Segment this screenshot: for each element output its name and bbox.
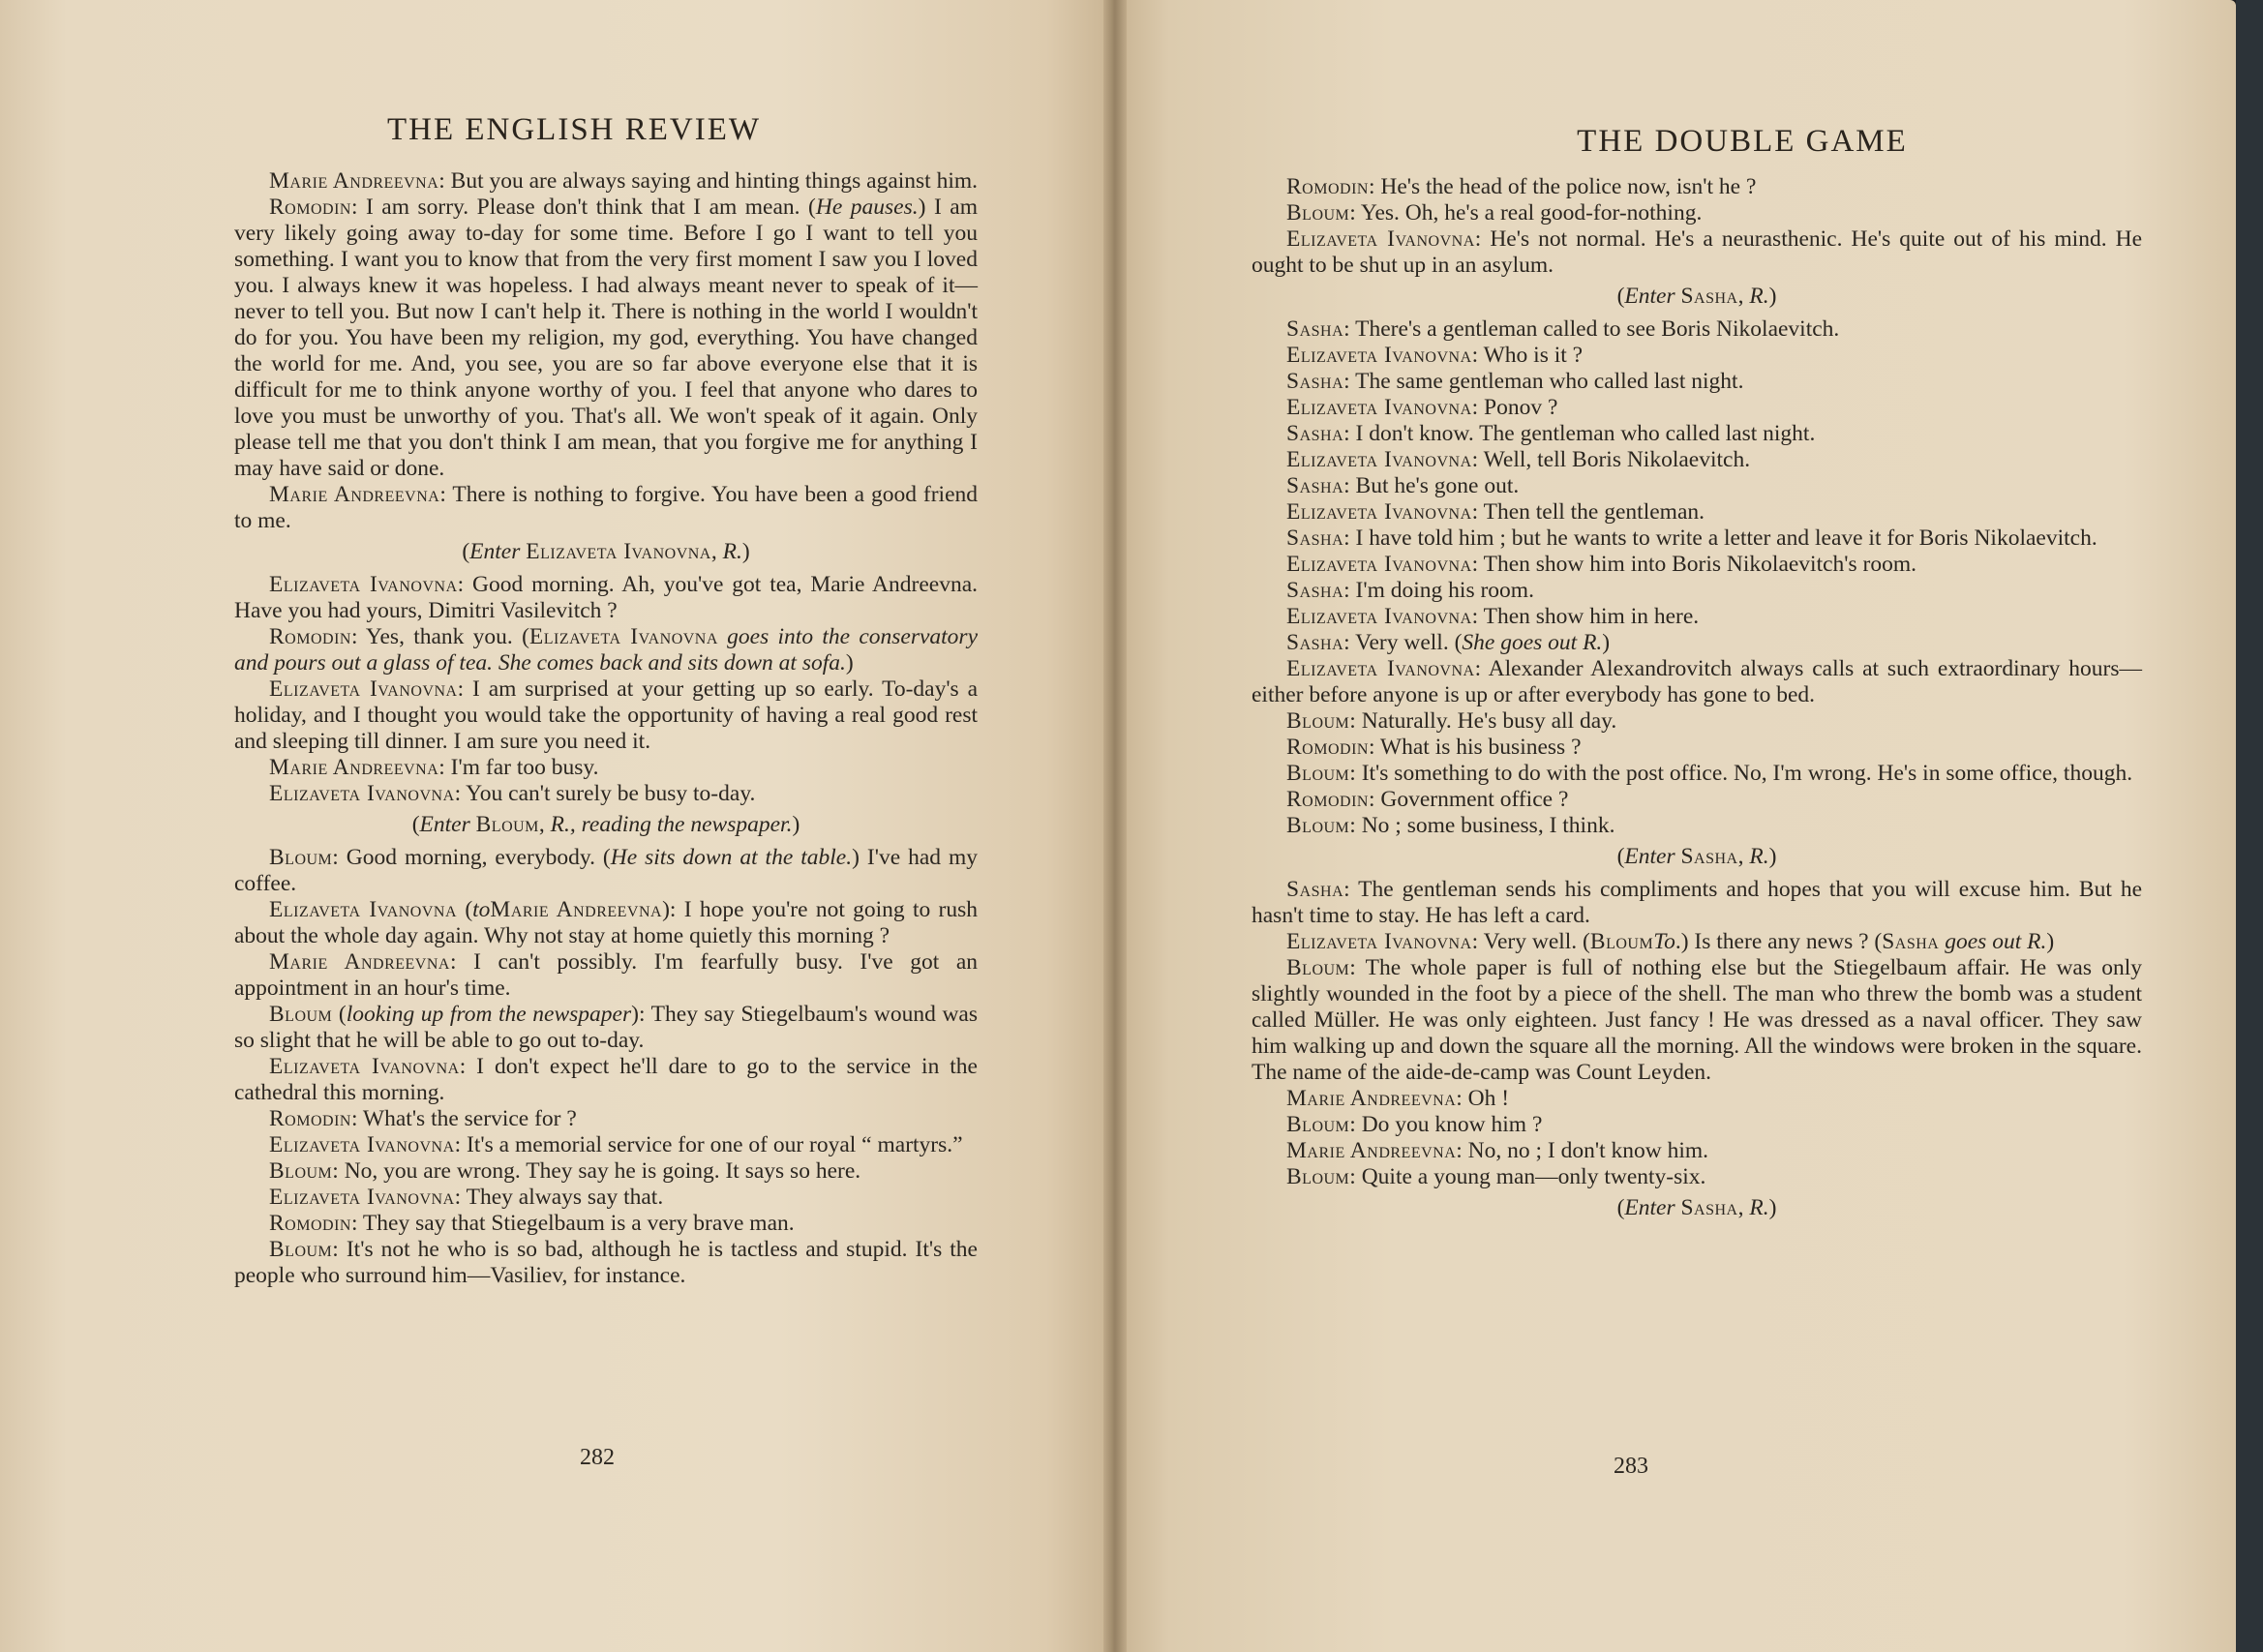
- dialogue-text: (: [457, 897, 473, 922]
- italic-text: R.: [1749, 284, 1769, 309]
- italic-text: looking up from the newspaper: [346, 1002, 632, 1027]
- dialogue-paragraph: [1252, 955, 2142, 1086]
- italic-text: Enter: [1624, 284, 1675, 309]
- dialogue-paragraph: [1252, 343, 2142, 369]
- speaker-name: Elizaveta Ivanovna: [1286, 343, 1472, 368]
- book-edge-right: [2236, 0, 2263, 1652]
- speaker-name: Bloum: [475, 812, 539, 837]
- dialogue-paragraph: [1252, 877, 2142, 929]
- dialogue-text: : Good morning, everybody. (: [332, 845, 611, 870]
- dialogue-paragraph: [234, 845, 978, 897]
- speaker-name: Bloum: [269, 845, 333, 870]
- dialogue-paragraph: [234, 1106, 978, 1132]
- speaker-name: Bloum: [1286, 200, 1350, 225]
- italic-text: Enter: [419, 812, 470, 837]
- speaker-name: Elizaveta Ivanovna: [1286, 226, 1475, 252]
- page-number-left: 282: [580, 1445, 615, 1470]
- dialogue-paragraph: [1252, 200, 2142, 226]
- dialogue-paragraph: [1252, 787, 2142, 813]
- italic-text: He pauses.: [815, 195, 919, 220]
- dialogue-text: : But he's gone out.: [1343, 473, 1520, 498]
- dialogue-paragraph: [234, 624, 978, 676]
- dialogue-text: ): [1768, 284, 1777, 309]
- speaker-name: Sasha: [1286, 630, 1344, 655]
- speaker-name: Marie Andreevna: [269, 168, 439, 194]
- dialogue-text: : Who is it ?: [1471, 343, 1584, 368]
- dialogue-text: : Quite a young man—only twenty-six.: [1349, 1164, 1706, 1189]
- dialogue-paragraph: [234, 168, 978, 195]
- speaker-name: Sasha: [1680, 284, 1738, 309]
- italic-text: Enter: [469, 539, 521, 564]
- dialogue-text: : Government office ?: [1368, 787, 1569, 812]
- speaker-name: Bloum: [1286, 955, 1350, 980]
- stage-direction: [1252, 284, 2142, 310]
- speaker-name: Romodin: [1286, 787, 1369, 812]
- dialogue-paragraph: [234, 1054, 978, 1106]
- speaker-name: Elizaveta Ivanovna: [1286, 929, 1472, 954]
- dialogue-paragraph: [1252, 395, 2142, 421]
- speaker-name: Marie Andreevna: [490, 897, 663, 922]
- dialogue-text: : Very well. (: [1471, 929, 1590, 954]
- dialogue-text: : I don't expect he'll dare to go to the service in the cathedral this morning.: [234, 1054, 978, 1105]
- dialogue-text: : Oh !: [1456, 1086, 1510, 1111]
- dialogue-paragraph: [1252, 630, 2142, 656]
- speaker-name: Elizaveta Ivanovna: [269, 1132, 455, 1157]
- dialogue-text: : What is his business ?: [1368, 735, 1582, 760]
- dialogue-text: ,: [1737, 1195, 1750, 1220]
- dialogue-text: : They always say that.: [454, 1185, 664, 1210]
- speaker-name: Marie Andreevna: [1286, 1138, 1457, 1163]
- dialogue-paragraph: [1252, 499, 2142, 526]
- dialogue-paragraph: [1252, 708, 2142, 735]
- dialogue-paragraph: [234, 1158, 978, 1185]
- speaker-name: Bloum: [269, 1002, 333, 1027]
- dialogue-paragraph: [234, 572, 978, 624]
- dialogue-paragraph: [1252, 656, 2142, 708]
- dialogue-text: (: [1616, 844, 1625, 869]
- italic-text: goes out R.: [1939, 929, 2047, 954]
- speaker-name: Bloum: [1286, 708, 1350, 734]
- dialogue-paragraph: [1252, 174, 2142, 200]
- dialogue-paragraph: [234, 897, 978, 949]
- dialogue-paragraph: [1252, 604, 2142, 630]
- dialogue-paragraph: [234, 1237, 978, 1289]
- dialogue-paragraph: [234, 1002, 978, 1054]
- dialogue-text: ): [1602, 630, 1611, 655]
- dialogue-text: : There is nothing to forgive. You have been a good friend to me.: [234, 482, 979, 533]
- speaker-name: Romodin: [269, 624, 351, 649]
- italic-text: Enter: [1624, 844, 1675, 869]
- dialogue-text: ,: [1737, 284, 1750, 309]
- dialogue-text: : The same gentleman who called last night.: [1343, 369, 1744, 394]
- dialogue-paragraph: [1252, 1086, 2142, 1112]
- italic-text: goes into the conservatory and pours out a glass of tea. She comes back and sits down at sofa.: [234, 624, 979, 676]
- dialogue-text: : Then show him in here.: [1471, 604, 1700, 629]
- speaker-name: Romodin: [269, 195, 351, 220]
- dialogue-text: : I don't know. The gentleman who called last night.: [1343, 421, 1816, 446]
- dialogue-paragraph: [1252, 1138, 2142, 1164]
- dialogue-text: : Very well. (: [1343, 630, 1463, 655]
- speaker-name: Elizaveta Ivanovna: [269, 1054, 460, 1079]
- stage-direction: [1252, 844, 2142, 870]
- book-gutter: [1103, 0, 1127, 1652]
- dialogue-text: (: [411, 812, 420, 837]
- dialogue-text: .) Is there any news ? (: [1675, 929, 1883, 954]
- left-page-text: [234, 168, 978, 1289]
- dialogue-paragraph: [234, 949, 978, 1002]
- dialogue-text: ): [2046, 929, 2055, 954]
- dialogue-text: : There's a gentleman called to see Boris Nikolaevitch.: [1343, 316, 1840, 342]
- dialogue-text: : Ponov ?: [1471, 395, 1558, 420]
- dialogue-paragraph: [234, 1211, 978, 1237]
- speaker-name: Sasha: [1286, 877, 1344, 902]
- speaker-name: Sasha: [1286, 526, 1344, 551]
- speaker-name: Bloum: [1286, 761, 1350, 786]
- speaker-name: Elizaveta Ivanovna: [1286, 552, 1472, 577]
- dialogue-paragraph: [1252, 929, 2142, 955]
- speaker-name: Sasha: [1286, 578, 1344, 603]
- dialogue-paragraph: [1252, 473, 2142, 499]
- dialogue-text: : But you are always saying and hinting things against him.: [438, 168, 979, 194]
- speaker-name: Sasha: [1286, 369, 1344, 394]
- dialogue-text: : They say that Stiegelbaum is a very brave man.: [350, 1211, 795, 1236]
- dialogue-paragraph: [1252, 552, 2142, 578]
- italic-text: to: [472, 897, 491, 922]
- speaker-name: Sasha: [1286, 473, 1344, 498]
- italic-text: R.: [1749, 1195, 1769, 1220]
- left-page: [0, 0, 1113, 1652]
- speaker-name: Sasha: [1680, 1195, 1738, 1220]
- dialogue-text: : I'm doing his room.: [1343, 578, 1534, 603]
- speaker-name: Romodin: [269, 1211, 351, 1236]
- dialogue-paragraph: [1252, 421, 2142, 447]
- dialogue-text: (: [1616, 284, 1625, 309]
- dialogue-paragraph: [1252, 1164, 2142, 1190]
- speaker-name: Marie Andreevna: [269, 482, 440, 507]
- speaker-name: Bloum: [269, 1237, 333, 1262]
- dialogue-text: : I have told him ; but he wants to write a letter and leave it for Boris Nikolaevitch.: [1343, 526, 2097, 551]
- dialogue-text: : Do you know him ?: [1349, 1112, 1543, 1137]
- speaker-name: Elizaveta Ivanovna: [1286, 395, 1472, 420]
- speaker-name: Marie Andreevna: [1286, 1086, 1457, 1111]
- dialogue-text: ,: [710, 539, 723, 564]
- right-page: [1113, 0, 2236, 1652]
- dialogue-paragraph: [1252, 761, 2142, 787]
- speaker-name: Elizaveta Ivanovna: [1286, 656, 1475, 681]
- speaker-name: Bloum: [269, 1158, 333, 1184]
- dialogue-paragraph: [234, 195, 978, 482]
- speaker-name: Sasha: [1680, 844, 1738, 869]
- dialogue-text: (: [462, 539, 470, 564]
- dialogue-text: : I am surprised at your getting up so early. To-day's a holiday, and I thought you would take the opportunity of having a real good rest and sleeping till dinner. I am sure you need it.: [234, 676, 978, 754]
- dialogue-paragraph: [1252, 1112, 2142, 1138]
- dialogue-paragraph: [234, 781, 978, 807]
- dialogue-text: : No, no ; I don't know him.: [1456, 1138, 1709, 1163]
- dialogue-paragraph: [234, 1132, 978, 1158]
- dialogue-paragraph: [1252, 447, 2142, 473]
- dialogue-text: : Yes, thank you. (: [350, 624, 529, 649]
- dialogue-text: : Alexander Alexandrovitch always calls at such extraordinary hours—either before anyone is up or after everybody has gone to bed.: [1252, 656, 2142, 707]
- dialogue-text: : He's the head of the police now, isn't he ?: [1368, 174, 1757, 199]
- italic-text: R., reading the newspaper.: [550, 812, 793, 837]
- running-head-left: THE ENGLISH REVIEW: [386, 112, 762, 147]
- right-page-text: [1252, 174, 2142, 1228]
- dialogue-paragraph: [234, 1185, 978, 1211]
- speaker-name: Romodin: [1286, 174, 1369, 199]
- dialogue-text: : Then show him into Boris Nikolaevitch's room.: [1471, 552, 1917, 577]
- speaker-name: Elizaveta Ivanovna: [269, 781, 455, 806]
- dialogue-paragraph: [1252, 316, 2142, 343]
- dialogue-text: : It's a memorial service for one of our royal “ martyrs.”: [454, 1132, 963, 1157]
- dialogue-text: : It's something to do with the post office. No, I'm wrong. He's in some office, though.: [1349, 761, 2133, 786]
- dialogue-text: : No, you are wrong. They say he is going. It says so here.: [332, 1158, 861, 1184]
- speaker-name: Elizaveta Ivanovna: [269, 1185, 455, 1210]
- speaker-name: Sasha: [1286, 421, 1344, 446]
- dialogue-text: ): I hope you're not going to rush about the whole day again. Why not stay at home quietly this morning ?: [234, 897, 978, 948]
- italic-text: Enter: [1624, 1195, 1675, 1220]
- dialogue-text: : It's not he who is so bad, although he is tactless and stupid. It's the people who surround him—Vasiliev, for instance.: [234, 1237, 978, 1288]
- dialogue-text: ,: [538, 812, 551, 837]
- speaker-name: Bloum: [1589, 929, 1654, 954]
- dialogue-paragraph: [234, 676, 978, 755]
- dialogue-paragraph: [234, 482, 978, 534]
- dialogue-text: ) I've had my coffee.: [234, 845, 978, 896]
- dialogue-text: : He's not normal. He's a neurasthenic. He's quite out of his mind. He ought to be shut up in an asylum.: [1252, 226, 2142, 278]
- dialogue-text: : I am sorry. Please don't think that I am mean. (: [350, 195, 816, 220]
- dialogue-text: : You can't surely be busy to-day.: [454, 781, 756, 806]
- dialogue-text: ): [792, 812, 800, 837]
- dialogue-text: : I'm far too busy.: [438, 755, 599, 780]
- speaker-name: Romodin: [1286, 735, 1369, 760]
- speaker-name: Elizaveta Ivanovna: [269, 897, 458, 922]
- dialogue-paragraph: [1252, 226, 2142, 279]
- speaker-name: Bloum: [1286, 1112, 1350, 1137]
- dialogue-paragraph: [1252, 578, 2142, 604]
- italic-text: She goes out R.: [1462, 630, 1603, 655]
- dialogue-text: : Then tell the gentleman.: [1471, 499, 1705, 525]
- speaker-name: Elizaveta Ivanovna: [1286, 604, 1472, 629]
- speaker-name: Bloum: [1286, 1164, 1350, 1189]
- dialogue-text: : Good morning. Ah, you've got tea, Marie Andreevna. Have you had yours, Dimitri Vasilevitch ?: [234, 572, 979, 623]
- italic-text: R.: [722, 539, 742, 564]
- speaker-name: Marie Andreevna: [269, 755, 439, 780]
- speaker-name: Sasha: [1286, 316, 1344, 342]
- speaker-name: Elizaveta Ivanovna: [528, 624, 718, 649]
- dialogue-text: : I can't possibly. I'm fearfully busy. I've got an appointment in an hour's time.: [234, 949, 978, 1001]
- speaker-name: Elizaveta Ivanovna: [269, 572, 458, 597]
- dialogue-text: : The gentleman sends his compliments and hopes that you will excuse him. But he hasn't time to stay. He has left a card.: [1252, 877, 2142, 928]
- italic-text: To: [1653, 929, 1675, 954]
- speaker-name: Elizaveta Ivanovna: [526, 539, 711, 564]
- dialogue-paragraph: [1252, 735, 2142, 761]
- stage-direction: [234, 812, 978, 838]
- dialogue-text: ): They say Stiegelbaum's wound was so slight that he will be able to go out to-day.: [234, 1002, 979, 1053]
- dialogue-text: : Naturally. He's busy all day.: [1349, 708, 1617, 734]
- dialogue-text: : Yes. Oh, he's a real good-for-nothing.: [1349, 200, 1703, 225]
- dialogue-text: (: [1616, 1195, 1625, 1220]
- italic-text: He sits down at the table.: [610, 845, 853, 870]
- speaker-name: Elizaveta Ivanovna: [1286, 447, 1472, 472]
- dialogue-text: ): [741, 539, 750, 564]
- dialogue-paragraph: [234, 755, 978, 781]
- speaker-name: Romodin: [269, 1106, 351, 1131]
- running-head-right: THE DOUBLE GAME: [1577, 124, 1908, 159]
- dialogue-text: ): [1768, 844, 1777, 869]
- stage-direction: [234, 539, 978, 565]
- dialogue-text: : Well, tell Boris Nikolaevitch.: [1471, 447, 1751, 472]
- speaker-name: Bloum: [1286, 813, 1350, 838]
- italic-text: R.: [1749, 844, 1769, 869]
- dialogue-text: (: [332, 1002, 347, 1027]
- dialogue-text: ): [845, 650, 854, 676]
- dialogue-paragraph: [1252, 369, 2142, 395]
- speaker-name: Sasha: [1882, 929, 1940, 954]
- dialogue-paragraph: [1252, 813, 2142, 839]
- page-number-right: 283: [1614, 1454, 1648, 1479]
- stage-direction: [1252, 1195, 2142, 1221]
- dialogue-text: : No ; some business, I think.: [1349, 813, 1615, 838]
- dialogue-paragraph: [1252, 526, 2142, 552]
- speaker-name: Elizaveta Ivanovna: [1286, 499, 1472, 525]
- dialogue-text: : What's the service for ?: [350, 1106, 577, 1131]
- dialogue-text: ) I am very likely going away to-day for some time. Before I go I want to tell you something. I want you to know that from the very first moment I saw you I loved you. I always knew it was hopeless. I had always meant never to speak of it—never to tell you. But now I can't help it. There is nothing in the world I wouldn't do for you. You have been my religion, my god, everything. You have changed the world for me. And, you see, you are so far above everyone else that it is difficult for me to think anyone worthy of you. I feel that anyone who dares to love you must be unworthy of you. That's all. We won't speak of it again. Only please tell me that you don't think I am mean, that you forgive me for anything I may have said or done.: [234, 195, 978, 481]
- speaker-name: Elizaveta Ivanovna: [269, 676, 458, 702]
- dialogue-text: ,: [1737, 844, 1750, 869]
- speaker-name: Marie Andreevna: [269, 949, 450, 975]
- dialogue-text: ): [1768, 1195, 1777, 1220]
- dialogue-text: : The whole paper is full of nothing else but the Stiegelbaum affair. He was only slightly wounded in the foot by a piece of the shell. The man who threw the bomb was a student called Müller. He was only eighteen. Just fancy ! He was dressed as a naval officer. They saw him walking up and down the square all the morning. All the windows were broken in the square. The name of the aide-de-camp was Count Leyden.: [1252, 955, 2142, 1085]
